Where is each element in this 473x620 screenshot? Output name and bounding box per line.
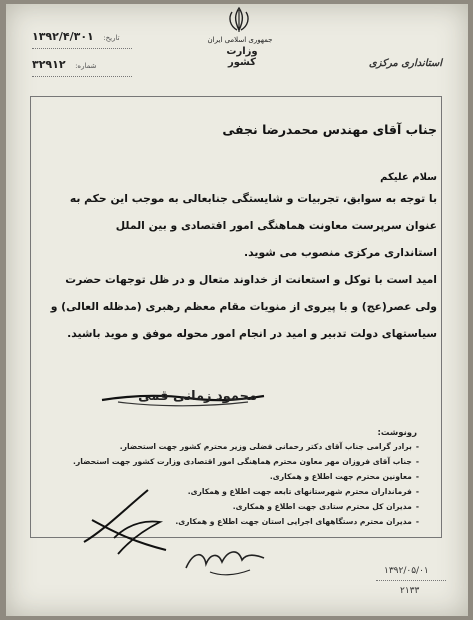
footer-code: ۲۱۳۳ <box>400 586 420 596</box>
date-field <box>32 30 120 43</box>
date-label: تاریخ: <box>103 34 120 42</box>
body-line: با توجه به سوابق، تجربیات و شایستگی جنابعالی به موجب این حکم به <box>69 192 437 205</box>
number-label: شماره: <box>75 62 97 70</box>
greeting: سلام علیکم <box>380 172 437 183</box>
initials-signature <box>74 480 194 560</box>
cc-item: -برادر گرامی جناب آقای دکتر رحمانی فضلی وزیر محترم کشور جهت استحضار. <box>119 442 419 451</box>
date-value: ۱۳۹۲/۴/۳۰۱ <box>32 30 94 43</box>
ministry-line: وزارت کشور <box>226 46 258 68</box>
cc-item: -مدیران کل محترم ستادی جهت اطلاع و همکاری. <box>232 502 419 511</box>
body-line: سیاستهای دولت تدبیر و امید در انجام امور محوله موفق و موید باشید. <box>67 327 437 340</box>
body-line: ولی عصر(عج) و با پیروی از منویات مقام معظم رهبری (مدظله العالی) و <box>50 300 437 313</box>
cc-title: رونوشت: <box>377 428 417 438</box>
republic-line: جمهوری اسلامی ایران <box>207 36 273 44</box>
footer-date: ۱۳۹۲/۰۵/۰۱ <box>384 566 429 576</box>
body-line: امید است با توکل و استعانت از خداوند متعال و در ظل توجهات حضرت <box>65 273 437 286</box>
cc-item: -معاونین محترم جهت اطلاع و همکاری. <box>269 472 419 481</box>
signer-name: محمود زمانی قمی <box>138 389 257 404</box>
body-line: استانداری مرکزی منصوب می شوید. <box>244 246 437 259</box>
date-rule <box>32 48 132 49</box>
body-line: عنوان سرپرست معاونت هماهنگی امور اقتصادی و بین الملل <box>115 219 437 232</box>
footer-signature <box>180 540 270 580</box>
cc-item: -جناب آقای فروزان مهر معاون محترم هماهنگی امور اقتصادی وزارت کشور جهت استحضار. <box>73 457 419 466</box>
number-rule <box>32 76 132 77</box>
cc-item: -مدیران محترم دستگاههای اجرایی استان جهت اطلاع و همکاری. <box>175 517 419 526</box>
cc-item: -فرمانداران محترم شهرستانهای تابعه جهت اطلاع و همکاری. <box>187 487 419 496</box>
footer-rule <box>376 580 446 581</box>
office-line: استانداری مرکزی <box>368 58 442 69</box>
addressee: جناب آقای مهندس محمدرضا نجفی <box>222 122 437 137</box>
iran-emblem-icon <box>226 6 252 34</box>
number-field <box>32 58 97 71</box>
number-value: ۳۲۹۱۲ <box>32 58 66 71</box>
